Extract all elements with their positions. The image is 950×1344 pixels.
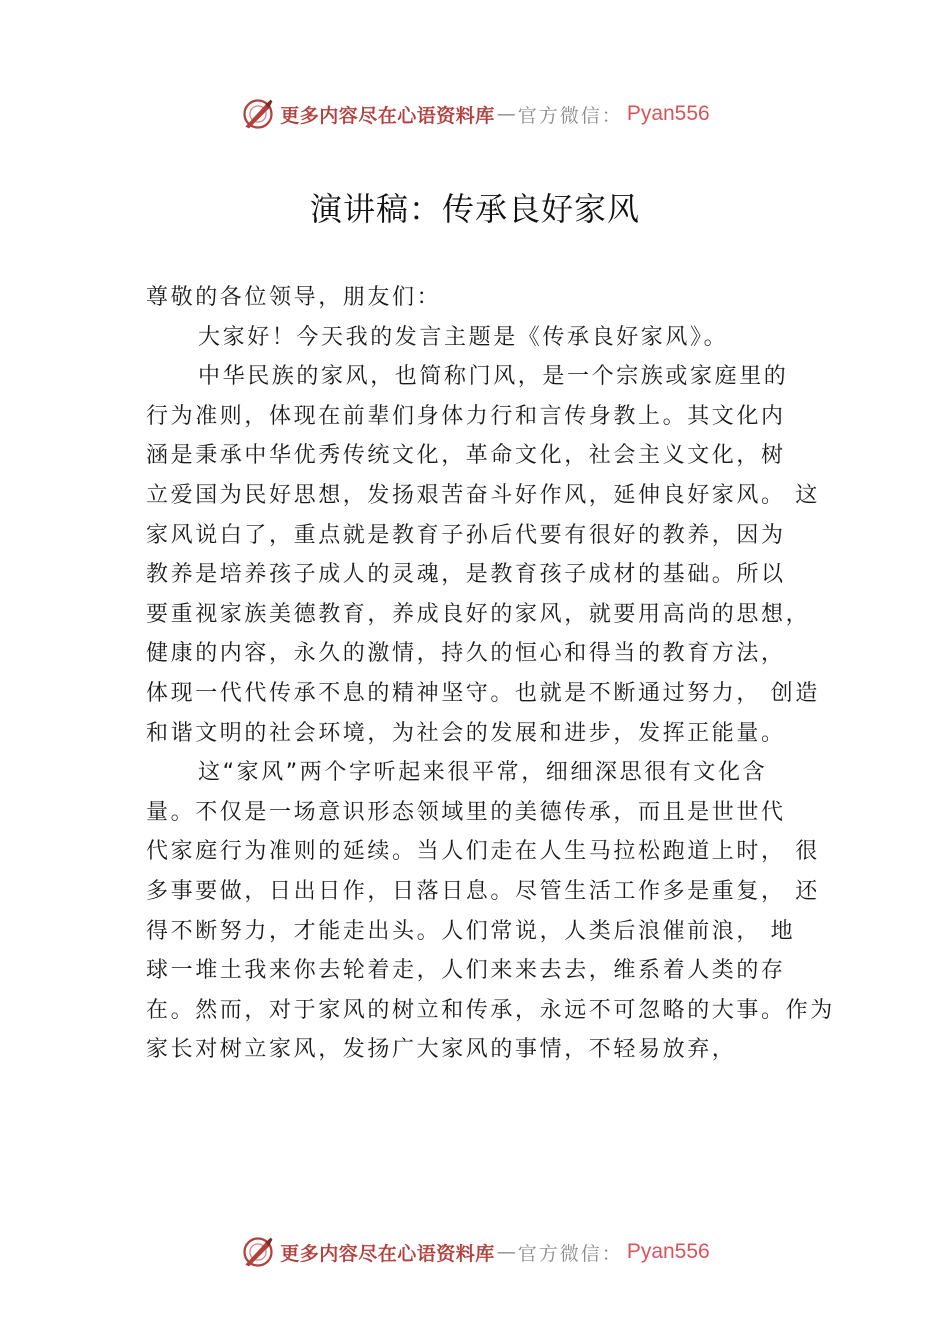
- body-line: 和谐文明的社会环境，为社会的发展和进步，发挥正能量。: [146, 720, 786, 746]
- body-line: 立爱国为民好思想，发扬艰苦奋斗好作风，延伸良好家风。 这: [146, 482, 820, 508]
- body-line: 大家好！今天我的发言主题是《传承良好家风》。: [198, 324, 729, 350]
- pen-logo-icon: [240, 1234, 276, 1270]
- body-line: 健康的内容，永久的激情，持久的恒心和得当的教育方法，: [146, 641, 786, 667]
- wechat-id: Pyan556: [626, 1240, 710, 1263]
- banner-dash: —: [496, 1241, 516, 1263]
- wechat-label: 官方微信：: [517, 104, 623, 127]
- body-line: 量。不仅是一场意识形态领域里的美德传承，而且是世世代: [146, 799, 786, 825]
- wechat-id: Pyan556: [626, 102, 710, 125]
- pen-logo-icon: [240, 96, 276, 132]
- body-line: 尊敬的各位领导，朋友们：: [146, 285, 442, 310]
- body-line: 多事要做，日出日作，日落日息。尽管生活工作多是重复， 还: [146, 878, 820, 904]
- body-line: 家风说白了，重点就是教育子孙后代要有很好的教养，因为: [146, 522, 786, 548]
- body-line: 球一堆土我来你去轮着走，人们来来去去，维系着人类的存: [146, 958, 786, 984]
- body-line: 这“家风”两个字听起来很平常，细细深思很有文化含: [198, 760, 768, 786]
- document-body: [146, 278, 835, 1070]
- wechat-label: 官方微信：: [517, 1242, 623, 1265]
- body-line: 教养是培养孩子成人的灵魂，是教育孩子成材的基础。所以: [146, 562, 786, 588]
- body-line: 得不断努力，才能走出头。人们常说，人类后浪催前浪， 地: [146, 918, 796, 944]
- body-line: 代家庭行为准则的延续。当人们走在人生马拉松跑道上时， 很: [146, 839, 820, 865]
- banner-slogan: 更多内容尽在心语资料库: [280, 104, 495, 127]
- body-line: 家长对树立家风，发扬广大家风的事情，不轻易放弃，: [146, 1037, 737, 1063]
- document-title: 演讲稿：传承良好家风: [309, 190, 640, 228]
- footer-banner: [0, 1230, 950, 1274]
- body-line: 行为准则，体现在前辈们身体力行和言传身教上。其文化内: [146, 403, 786, 429]
- body-line: 要重视家族美德教育，养成良好的家风，就要用高尚的思想，: [146, 601, 811, 627]
- banner-slogan: 更多内容尽在心语资料库: [280, 1242, 495, 1265]
- header-banner: [0, 92, 950, 136]
- banner-dash: —: [496, 103, 516, 125]
- body-line: 涵是秉承中华优秀传统文化，革命文化，社会主义文化，树: [146, 443, 786, 469]
- body-line: 中华民族的家风，也简称门风，是一个宗族或家庭里的: [198, 364, 789, 390]
- body-line: 体现一代代传承不息的精神坚守。也就是不断通过努力， 创造: [146, 680, 820, 706]
- body-line: 在。然而，对于家风的树立和传承，永远不可忽略的大事。作为: [146, 997, 835, 1023]
